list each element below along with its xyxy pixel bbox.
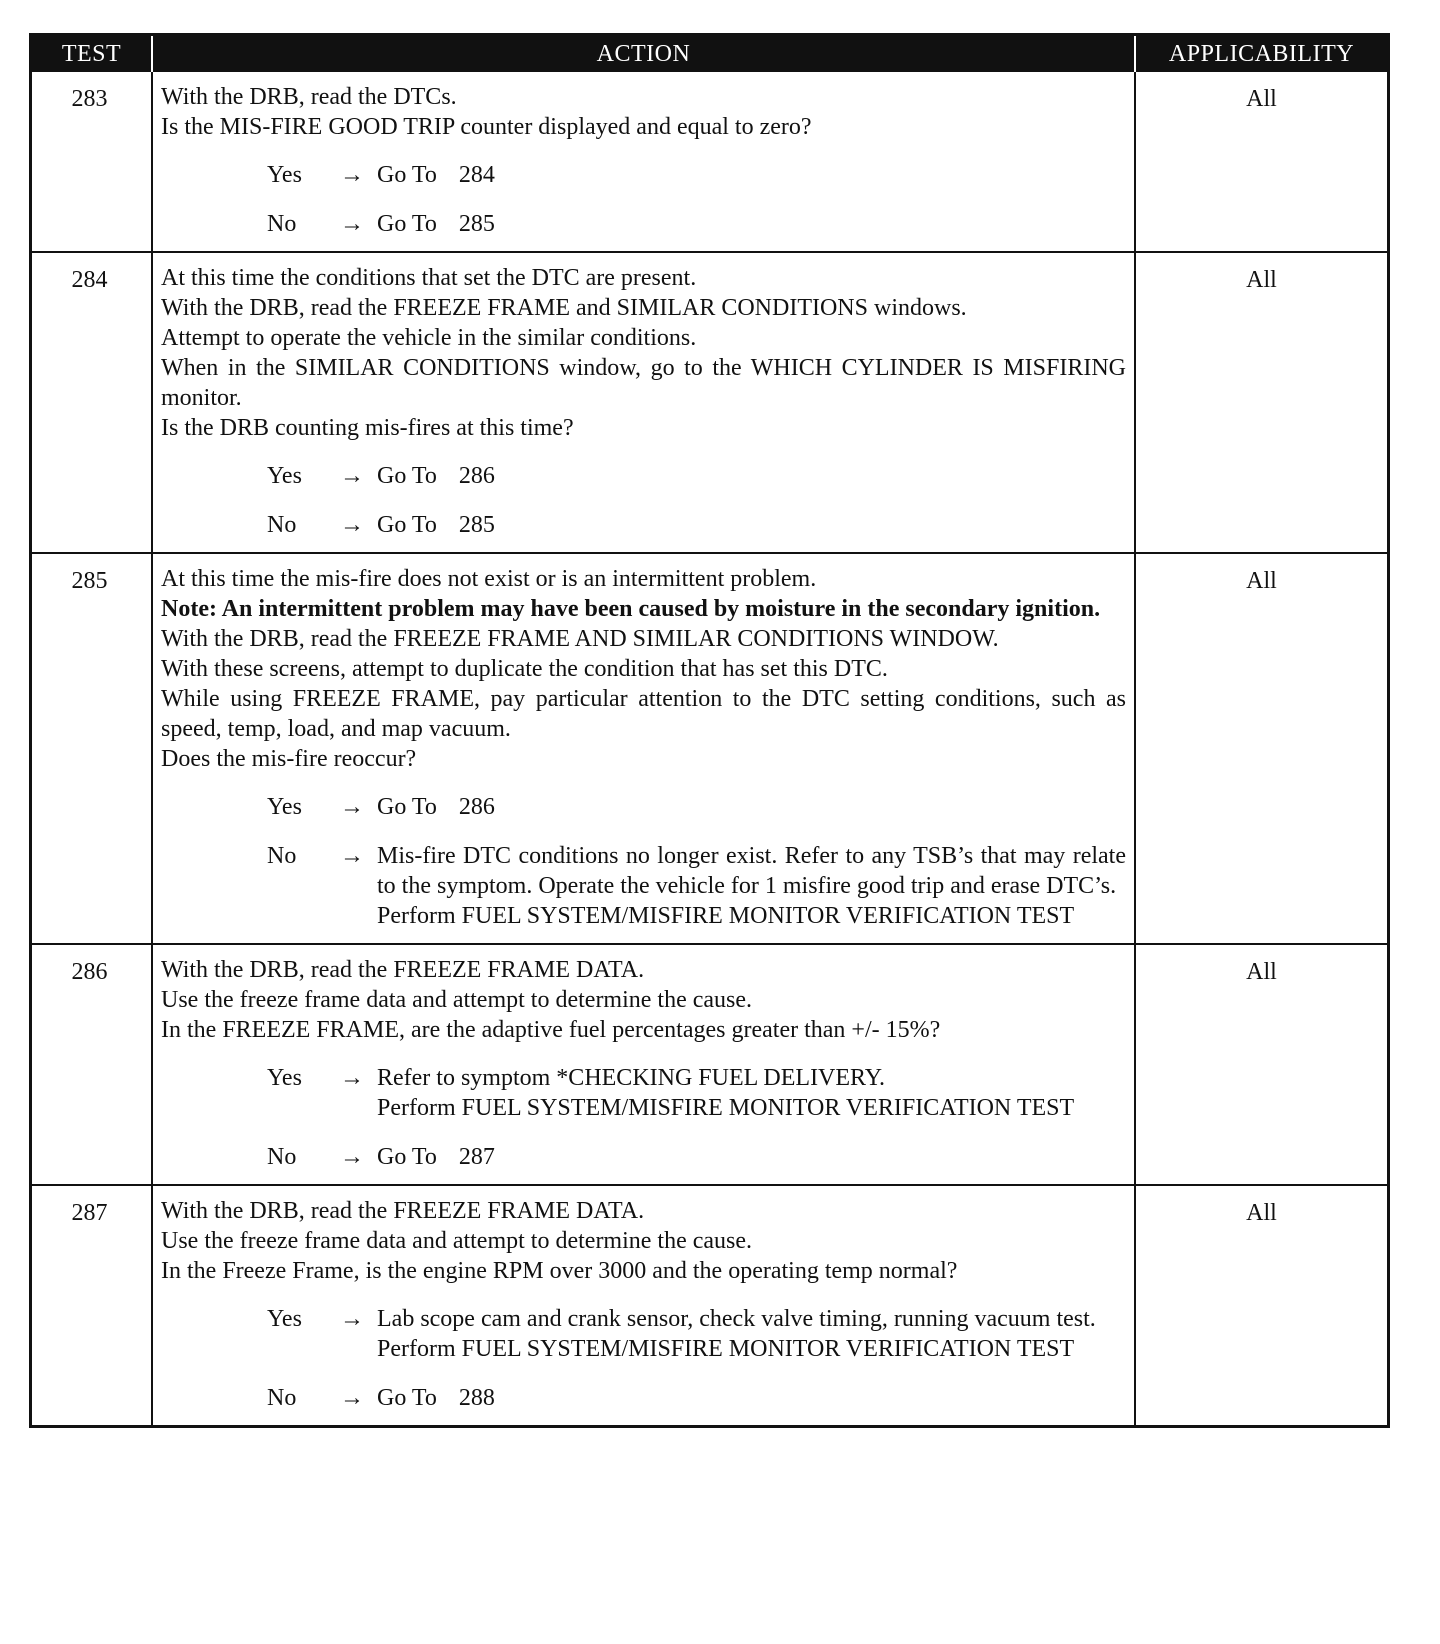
action-step: With the DRB, read the DTCs. <box>161 84 457 110</box>
action-note: Note: An intermittent problem may have been caused by moisture in the secondary ignition. <box>161 596 1101 622</box>
branch-yes <box>267 1063 1126 1123</box>
action-step: At this time the conditions that set the DTC are present. <box>161 265 697 291</box>
table-row <box>32 944 1387 1185</box>
goto-label: Go To <box>377 162 437 188</box>
branch-answer: No <box>267 512 297 538</box>
branch-result <box>377 841 1126 931</box>
action-cell <box>152 1185 1135 1425</box>
branch-result <box>377 1063 1126 1123</box>
branch-answer: No <box>267 211 297 237</box>
branch-list <box>161 1304 1126 1413</box>
arrow-right-icon: → <box>340 843 364 869</box>
header-applicability: APPLICABILITY <box>1135 36 1387 72</box>
goto-label: Go To <box>377 1144 437 1170</box>
branch-answer: Yes <box>267 794 302 820</box>
goto-target: 286 <box>458 794 495 820</box>
branch-answer: Yes <box>267 1306 302 1332</box>
result-text: Perform FUEL SYSTEM/MISFIRE MONITOR VERIFICATION TEST <box>377 903 1075 929</box>
goto-label: Go To <box>377 211 437 237</box>
branch-list <box>161 160 1126 239</box>
branch-list <box>161 792 1126 931</box>
branch-list <box>161 461 1126 540</box>
branch-result <box>377 160 1126 190</box>
table-row <box>32 553 1387 944</box>
action-cell <box>152 553 1135 944</box>
applicability-value: All <box>1135 553 1387 944</box>
table-header-row <box>32 36 1387 72</box>
branch-result <box>377 209 1126 239</box>
test-number: 286 <box>32 944 152 1185</box>
test-number: 285 <box>32 553 152 944</box>
branch-no <box>267 510 1126 540</box>
arrow-right-icon: → <box>340 1385 364 1411</box>
goto-target: 285 <box>458 512 495 538</box>
result-text: Perform FUEL SYSTEM/MISFIRE MONITOR VERIFICATION TEST <box>377 1336 1075 1362</box>
action-cell <box>152 944 1135 1185</box>
branch-yes <box>267 461 1126 491</box>
branch-answer: Yes <box>267 1065 302 1091</box>
action-step: When in the SIMILAR CONDITIONS window, go to the WHICH CYLINDER IS MISFIRING monitor. <box>161 355 1126 411</box>
action-step: In the Freeze Frame, is the engine RPM over 3000 and the operating temp normal? <box>161 1258 958 1284</box>
table-row <box>32 1185 1387 1425</box>
table-body <box>32 72 1387 1425</box>
action-cell <box>152 72 1135 252</box>
arrow-right-icon: → <box>340 1144 364 1170</box>
arrow-right-icon: → <box>340 211 364 237</box>
applicability-value: All <box>1135 944 1387 1185</box>
action-step: In the FREEZE FRAME, are the adaptive fuel percentages greater than +/- 15%? <box>161 1017 941 1043</box>
action-step: Is the DRB counting mis-fires at this time? <box>161 415 574 441</box>
test-table <box>32 36 1387 1425</box>
goto-target: 288 <box>458 1385 495 1411</box>
action-step: At this time the mis-fire does not exist or is an intermittent problem. <box>161 566 817 592</box>
branch-result <box>377 1304 1126 1364</box>
branch-answer: Yes <box>267 463 302 489</box>
applicability-value: All <box>1135 252 1387 553</box>
action-step: Does the mis-fire reoccur? <box>161 746 417 772</box>
action-step: While using FREEZE FRAME, pay particular attention to the DTC setting conditions, such as speed, temp, load, and map vacuum. <box>161 686 1126 742</box>
result-text: Lab scope cam and crank sensor, check valve timing, running vacuum test. <box>377 1306 1096 1332</box>
goto-target: 287 <box>458 1144 495 1170</box>
goto-label: Go To <box>377 794 437 820</box>
branch-yes <box>267 792 1126 822</box>
branch-answer: No <box>267 1144 297 1170</box>
action-step: Is the MIS-FIRE GOOD TRIP counter displayed and equal to zero? <box>161 114 812 140</box>
action-step: With the DRB, read the FREEZE FRAME DATA. <box>161 1198 645 1224</box>
arrow-right-icon: → <box>340 1065 364 1091</box>
goto-target: 286 <box>458 463 495 489</box>
branch-yes <box>267 160 1126 190</box>
goto-label: Go To <box>377 463 437 489</box>
action-step: Attempt to operate the vehicle in the similar conditions. <box>161 325 697 351</box>
branch-answer: No <box>267 843 297 869</box>
branch-result <box>377 461 1126 491</box>
arrow-right-icon: → <box>340 162 364 188</box>
action-step: Use the freeze frame data and attempt to determine the cause. <box>161 1228 753 1254</box>
applicability-value: All <box>1135 72 1387 252</box>
goto-label: Go To <box>377 1385 437 1411</box>
branch-no <box>267 209 1126 239</box>
test-number: 283 <box>71 86 108 112</box>
goto-target: 285 <box>458 211 495 237</box>
branch-answer: No <box>267 1385 297 1411</box>
branch-result <box>377 510 1126 540</box>
action-step: With the DRB, read the FREEZE FRAME AND SIMILAR CONDITIONS WINDOW. <box>161 626 999 652</box>
result-text: Mis-fire DTC conditions no longer exist. Refer to any TSB’s that may relate to the symptom. Operate the vehicle for 1 misfire good trip and erase DTC’s. <box>377 843 1126 899</box>
diagnostic-test-table <box>29 33 1390 1428</box>
arrow-right-icon: → <box>340 463 364 489</box>
branch-answer: Yes <box>267 162 302 188</box>
goto-target: 284 <box>458 162 495 188</box>
branch-no <box>267 841 1126 931</box>
action-step: With the DRB, read the FREEZE FRAME DATA. <box>161 957 645 983</box>
result-text: Perform FUEL SYSTEM/MISFIRE MONITOR VERIFICATION TEST <box>377 1095 1075 1121</box>
branch-result <box>377 1383 1126 1413</box>
result-text: Refer to symptom *CHECKING FUEL DELIVERY. <box>377 1065 885 1091</box>
header-test: TEST <box>32 36 152 72</box>
branch-no <box>267 1383 1126 1413</box>
action-cell <box>152 252 1135 553</box>
action-step: With these screens, attempt to duplicate the condition that has set this DTC. <box>161 656 888 682</box>
branch-result <box>377 1142 1126 1172</box>
table-row <box>32 72 1387 252</box>
header-action: ACTION <box>152 36 1135 72</box>
branch-result <box>377 792 1126 822</box>
action-step: Use the freeze frame data and attempt to determine the cause. <box>161 987 753 1013</box>
arrow-right-icon: → <box>340 1306 364 1332</box>
test-number: 287 <box>32 1185 152 1425</box>
table-row <box>32 252 1387 553</box>
arrow-right-icon: → <box>340 512 364 538</box>
test-number: 284 <box>32 252 152 553</box>
branch-list <box>161 1063 1126 1172</box>
arrow-right-icon: → <box>340 794 364 820</box>
branch-no <box>267 1142 1126 1172</box>
action-step: With the DRB, read the FREEZE FRAME and SIMILAR CONDITIONS windows. <box>161 295 967 321</box>
applicability-value: All <box>1135 1185 1387 1425</box>
goto-label: Go To <box>377 512 437 538</box>
branch-yes <box>267 1304 1126 1364</box>
